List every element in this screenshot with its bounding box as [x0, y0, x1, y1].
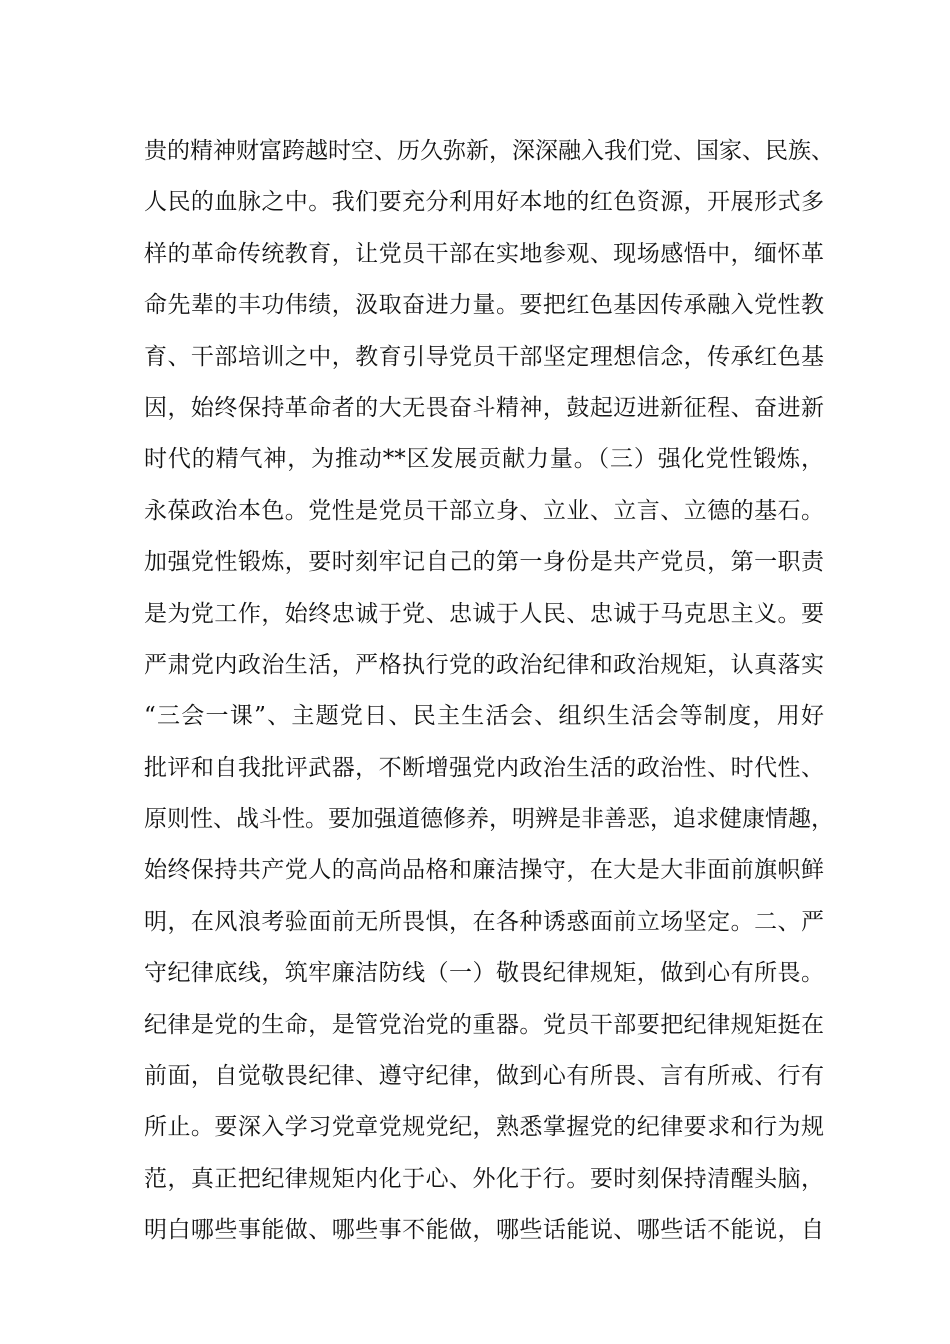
text-line: 是为党工作，始终忠诚于党、忠诚于人民、忠诚于马克思主义。要: [144, 600, 824, 627]
text-line: 严肃党内政治生活，严格执行党的政治纪律和政治规矩，认真落实: [144, 651, 824, 678]
text-line: 命先辈的丰功伟绩，汲取奋进力量。要把红色基因传承融入党性教: [144, 292, 824, 319]
text-line: 贵的精神财富跨越时空、历久弥新，深深融入我们党、国家、民族、: [144, 138, 834, 164]
text-line: 所止。要深入学习党章党规党纪，熟悉掌握党的纪律要求和行为规: [144, 1114, 824, 1141]
text-line: 时代的精气神，为推动**区发展贡献力量。（三）强化党性锻炼，: [144, 446, 824, 473]
text-line: 明白哪些事能做、哪些事不能做，哪些话能说、哪些话不能说，自: [144, 1217, 824, 1244]
text-line: 批评和自我批评武器，不断增强党内政治生活的政治性、时代性、: [144, 754, 824, 781]
text-line: 原则性、战斗性。要加强道德修养，明辨是非善恶，追求健康情趣，: [144, 806, 834, 833]
text-line: 因，始终保持革命者的大无畏奋斗精神，鼓起迈进新征程、奋进新: [144, 394, 824, 421]
text-line: 守纪律底线，筑牢廉洁防线（一）敬畏纪律规矩，做到心有所畏。: [144, 960, 824, 987]
text-line: 人民的血脉之中。我们要充分利用好本地的红色资源，开展形式多: [144, 189, 824, 216]
text-line: 范，真正把纪律规矩内化于心、外化于行。要时刻保持清醒头脑，: [144, 1165, 824, 1192]
text-line: 永葆政治本色。党性是党员干部立身、立业、立言、立德的基石。: [144, 497, 824, 524]
text-line: 样的革命传统教育，让党员干部在实地参观、现场感悟中，缅怀革: [144, 240, 824, 267]
text-line: 育、干部培训之中，教育引导党员干部坚定理想信念，传承红色基: [144, 343, 824, 370]
text-line: 明，在风浪考验面前无所畏惧，在各种诱惑面前立场坚定。二、严: [144, 908, 824, 935]
text-line: “三会一课”、主题党日、民主生活会、组织生活会等制度，用好: [144, 703, 824, 730]
text-line: 始终保持共产党人的高尚品格和廉洁操守，在大是大非面前旗帜鲜: [144, 857, 824, 884]
text-line: 前面，自觉敬畏纪律、遵守纪律，做到心有所畏、言有所戒、行有: [144, 1063, 824, 1090]
body-text: [144, 126, 834, 1257]
text-line: 加强党性锻炼，要时刻牢记自己的第一身份是共产党员，第一职责: [144, 549, 824, 576]
text-line: 纪律是党的生命，是管党治党的重器。党员干部要把纪律规矩挺在: [144, 1011, 824, 1038]
